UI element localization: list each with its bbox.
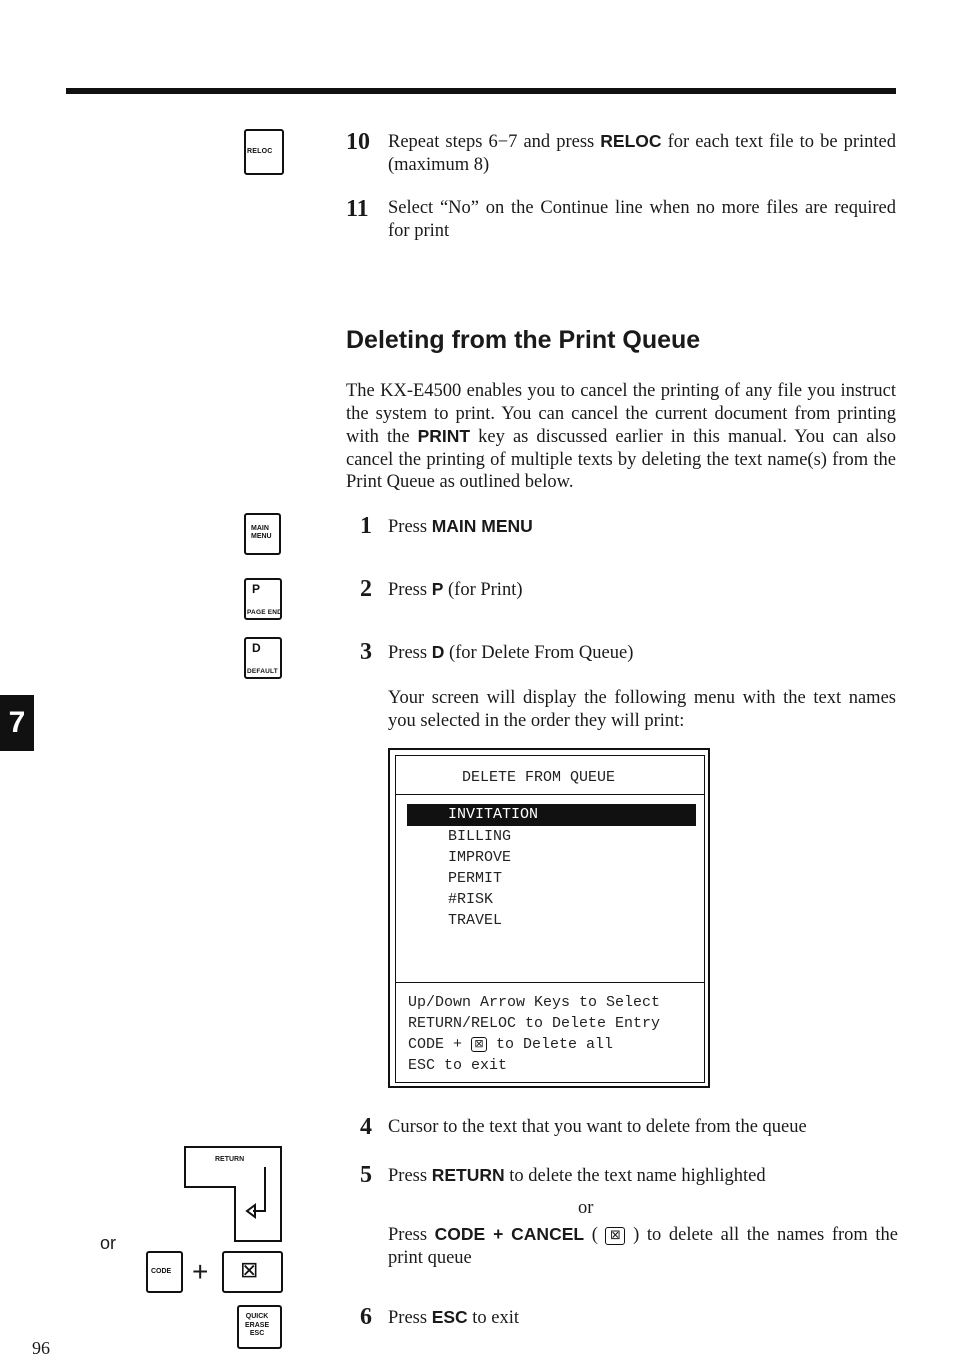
screen-inner-frame [395, 755, 705, 1083]
step-6-number: 6 [360, 1304, 372, 1330]
step-1-number: 1 [360, 513, 372, 539]
step-4-text: Cursor to the text that you want to delete from the queue [388, 1117, 807, 1137]
queue-item[interactable]: #RISK [448, 891, 494, 908]
step-5-alternative: Press CODE + CANCEL ( ⊠ ) to delete all the names from the print queue [388, 1224, 898, 1268]
screen-title: DELETE FROM QUEUE [462, 769, 616, 786]
or-label: or [100, 1233, 117, 1253]
cancel-key-icon: ⊠ [471, 1037, 487, 1052]
step-10-number: 10 [346, 129, 370, 155]
esc-key-icon: QUICK ERASE ESC [237, 1305, 282, 1349]
step-5-text: Press RETURN to delete the text name highlighted [388, 1165, 766, 1186]
step-3-number: 3 [360, 639, 372, 665]
queue-item[interactable]: PERMIT [448, 870, 503, 887]
step-11-text: Select “No” on the Continue line when no more files are required for print [388, 198, 896, 241]
page-number: 96 [32, 1338, 50, 1358]
queue-item[interactable]: TRAVEL [448, 912, 503, 929]
help-line-delete-all: CODE + ⊠ to Delete all [408, 1036, 614, 1053]
step-3-note: Your screen will display the following menu with the text names you selected in the order they will print: [388, 688, 896, 731]
step-2-text: Press P (for Print) [388, 579, 523, 600]
help-line-delete: RETURN/RELOC to Delete Entry [408, 1015, 661, 1032]
queue-item[interactable]: IMPROVE [448, 849, 512, 866]
intro-paragraph: The KX-E4500 enables you to cancel the printing of any file you instruct the system to print. You can cancel the current document from printing with the PRINT key as discussed earlier in this manual. You can also cancel the printing of multiple texts by deleting the text name(s) from the Print Queue as outlined below. [346, 381, 896, 493]
p-page-end-key-icon: P PAGE END [244, 578, 282, 620]
step-3-text: Press D (for Delete From Queue) [388, 642, 634, 663]
help-line-exit: ESC to exit [408, 1057, 508, 1074]
main-menu-key-icon: MAIN MENU [244, 513, 281, 555]
step-5-number: 5 [360, 1162, 372, 1188]
cancel-key-icon: ⊠ [222, 1251, 283, 1293]
queue-item[interactable]: BILLING [448, 828, 512, 845]
step-4-number: 4 [360, 1114, 372, 1140]
step-1-text: Press MAIN MENU [388, 516, 533, 537]
queue-item-selected[interactable]: INVITATION [407, 804, 696, 826]
screen-divider-bottom [396, 982, 704, 983]
step-11-number: 11 [346, 196, 369, 222]
top-rule [66, 88, 896, 94]
step-6-text: Press ESC to exit [388, 1307, 520, 1328]
d-default-key-icon: D DEFAULT [244, 637, 282, 679]
chapter-tab: 7 [0, 695, 34, 751]
delete-from-queue-screen [388, 748, 710, 1088]
screen-divider-top [396, 794, 704, 795]
step-5-or: or [578, 1198, 594, 1218]
help-line-select: Up/Down Arrow Keys to Select [408, 994, 661, 1011]
plus-sign: + [192, 1256, 209, 1287]
step-10-text: Repeat steps 6−7 and press RELOC for each text file to be printed (maximum 8) [388, 131, 897, 175]
cancel-key-icon: ⊠ [605, 1227, 625, 1245]
step-2-number: 2 [360, 576, 372, 602]
return-key-icon: RETURN [183, 1145, 283, 1243]
code-key-icon: CODE [146, 1251, 183, 1293]
section-heading: Deleting from the Print Queue [346, 326, 701, 354]
reloc-key-icon: RELOC [244, 129, 284, 175]
